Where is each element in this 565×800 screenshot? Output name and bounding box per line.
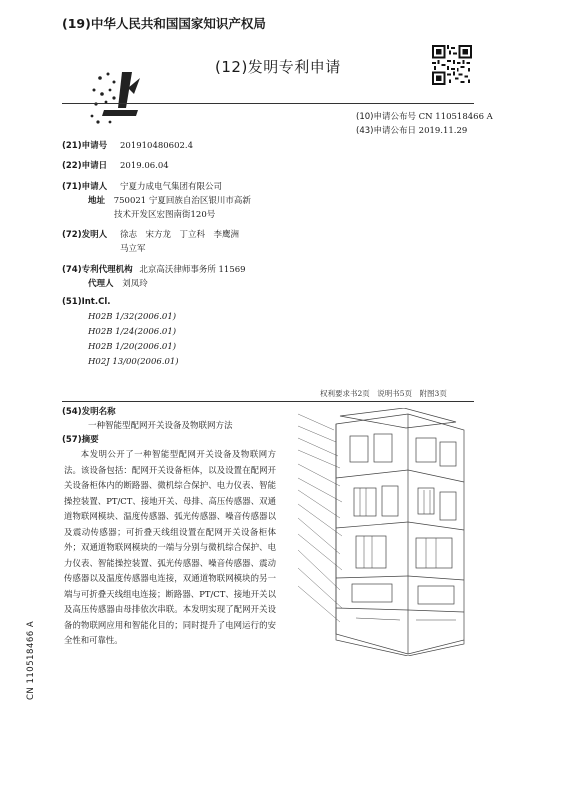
section-divider bbox=[62, 401, 474, 402]
invention-title-label: (54)发明名称 bbox=[62, 407, 116, 417]
abstract-text bbox=[64, 447, 276, 649]
inventors bbox=[62, 228, 239, 240]
inventors-line-1: 徐志 宋方龙 丁立科 李鹰洲 bbox=[120, 230, 240, 240]
address-line-2: 技术开发区宏图南街120号 bbox=[114, 210, 216, 220]
inventors-line-2: 马立军 bbox=[120, 244, 146, 254]
publication-number bbox=[356, 110, 493, 122]
page-count-info: 权利要求书2页 说明书5页 附图3页 bbox=[320, 389, 447, 398]
publication-date bbox=[356, 124, 467, 136]
address bbox=[88, 194, 251, 206]
application-number bbox=[62, 139, 193, 151]
ipc-class-4: H02J 13/00(2006.01) bbox=[88, 357, 179, 367]
patent-agency-value: 北京高沃律师事务所 11569 bbox=[139, 265, 246, 275]
address-label: 地址 bbox=[88, 196, 106, 206]
emblem-icon bbox=[88, 68, 144, 126]
abstract-label: (57)摘要 bbox=[62, 435, 99, 445]
ipc-class-1: H02B 1/32(2006.01) bbox=[88, 312, 177, 322]
abstract-paragraph: 本发明公开了一种智能型配网开关设备及物联网方法。该设备包括：配网开关设备柜体，以及设置在配网开关设备柜体内的断路器、微机综合保护、电力仪表、智能操控装置、PT/CT、接地开关、母排、高压传感器、双通道物联网模块、温度传感器、弧光传感器、噪音传感器以及震动传感器；可折叠天线组设置在配网开关设备柜体外；双通道物联网模块的一端与分别与微机综合保护、电力仪表、智能操控装置、弧光传感器、噪音传感器、震动传感器以及温度传感器电连接，双通道物联网模块的另一端与可折叠天线组电连接；断路器、PT/CT、接地开关以及高压传感器由母排依次串联。本发明实现了配网开关设备的物联网应用和智能化目的；同时提升了电网运行的安全性和可靠性。 bbox=[64, 449, 276, 645]
ipc-class-3: H02B 1/20(2006.01) bbox=[88, 342, 177, 352]
publication-date-label: (43)申请公布日 bbox=[356, 126, 416, 136]
patent-agent-label: 代理人 bbox=[88, 279, 114, 289]
applicant-value: 宁夏力成电气集团有限公司 bbox=[120, 182, 223, 192]
applicant bbox=[62, 180, 222, 192]
application-number-value: 201910480602.4 bbox=[120, 141, 194, 151]
qr-code-icon bbox=[432, 45, 472, 85]
header-divider bbox=[62, 103, 474, 104]
patent-agency-label: (74)专利代理机构 bbox=[62, 265, 133, 275]
inventors-label: (72)发明人 bbox=[62, 230, 108, 240]
issuing-authority: (19)中华人民共和国国家知识产权局 bbox=[62, 16, 266, 31]
document-kind: (12)发明专利申请 bbox=[215, 58, 341, 76]
patent-agent-value: 刘凤玲 bbox=[122, 279, 148, 289]
patent-agency bbox=[62, 263, 246, 275]
int-cl-label: (51)Int.Cl. bbox=[62, 297, 111, 307]
application-date-label: (22)申请日 bbox=[62, 161, 108, 171]
switchgear-cabinet-drawing bbox=[296, 408, 471, 656]
application-number-label: (21)申请号 bbox=[62, 141, 108, 151]
side-publication-number: CN 110518466 A bbox=[26, 620, 36, 700]
patent-agent bbox=[88, 277, 148, 289]
application-date bbox=[62, 159, 169, 171]
ipc-class-2: H02B 1/24(2006.01) bbox=[88, 327, 177, 337]
publication-number-label: (10)申请公布号 bbox=[356, 112, 416, 122]
invention-title: 一种智能型配网开关设备及物联网方法 bbox=[88, 421, 233, 431]
publication-number-value: CN 110518466 A bbox=[418, 112, 493, 122]
applicant-label: (71)申请人 bbox=[62, 182, 108, 192]
publication-date-value: 2019.11.29 bbox=[418, 126, 468, 136]
application-date-value: 2019.06.04 bbox=[120, 161, 169, 171]
address-line-1: 750021 宁夏回族自治区银川市高新 bbox=[113, 196, 251, 206]
